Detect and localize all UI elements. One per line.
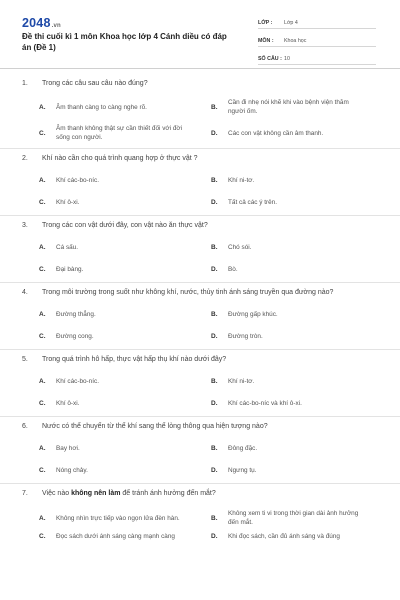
option-row [22, 370, 380, 392]
meta-value: Khoa học [284, 38, 307, 44]
question-header [22, 155, 380, 169]
option-letter: B. [211, 243, 218, 251]
brand-logo[interactable] [22, 16, 61, 30]
option-b[interactable] [194, 94, 366, 120]
option-row [22, 120, 380, 146]
option-c[interactable] [22, 532, 194, 541]
question-2 [0, 149, 400, 216]
option-letter: D. [211, 332, 218, 340]
page-title: Đề thi cuối kì 1 môn Khoa học lớp 4 Cánh diều có đáp án (Đề 1) [22, 32, 227, 52]
option-row [22, 392, 380, 414]
option-letter: B. [211, 103, 218, 111]
option-text: Không nhìn trực tiếp vào ngọn lửa đèn hàn. [56, 514, 180, 522]
meta-value: 10 [284, 56, 290, 62]
option-letter: C. [39, 265, 46, 273]
option-letter: B. [211, 514, 218, 522]
option-letter: A. [39, 310, 46, 318]
option-letter: C. [39, 198, 46, 206]
option-letter: B. [211, 310, 218, 318]
meta-value: Lớp 4 [284, 20, 298, 26]
option-text: Bay hơi. [56, 444, 80, 452]
meta-row-subject [258, 31, 376, 47]
question-text: Nước có thể chuyển từ thể khí sang thể lỏng thông qua hiện tượng nào? [42, 423, 268, 430]
option-text: Các con vật không cần âm thanh. [228, 129, 324, 137]
option-letter: A. [39, 176, 46, 184]
option-d[interactable] [194, 120, 366, 146]
question-header [22, 356, 380, 370]
option-a[interactable] [22, 504, 194, 532]
option-text: Khí các-bo-níc. [56, 377, 99, 385]
question-header [22, 80, 380, 94]
question-text: Trong các con vật dưới đây, con vật nào ăn thực vật? [42, 222, 208, 229]
option-text: Khí các-bo-níc và khí ô-xi. [228, 399, 302, 407]
option-c[interactable] [22, 459, 194, 481]
question-number: 7. [22, 490, 28, 497]
option-letter: D. [211, 466, 218, 474]
header [0, 0, 400, 64]
option-row [22, 191, 380, 213]
option-text: Đường tròn. [228, 332, 263, 340]
option-text: Bò. [228, 265, 238, 273]
option-letter: A. [39, 103, 46, 111]
option-b[interactable] [194, 437, 366, 459]
option-letter: C. [39, 399, 46, 407]
option-a[interactable] [22, 437, 194, 459]
brand-name: 2048 [22, 16, 51, 30]
option-text: Cần đi nhẹ nói khẽ khi vào bệnh viện thăm người ốm. [228, 99, 349, 115]
option-row [22, 258, 380, 280]
option-letter: C. [39, 129, 46, 137]
question-number: 6. [22, 423, 28, 430]
option-b[interactable] [194, 303, 366, 325]
question-4 [0, 283, 400, 350]
brand-suffix: .vn [51, 23, 61, 29]
option-d[interactable] [194, 459, 366, 481]
meta-row-count [258, 49, 376, 65]
header-divider [0, 68, 400, 69]
question-text: Trong môi trường trong suốt như không khí, nước, thủy tinh ánh sáng truyền qua đường nào? [42, 289, 334, 296]
question-1 [0, 74, 400, 149]
option-b[interactable] [194, 169, 366, 191]
option-c[interactable] [22, 120, 194, 146]
option-a[interactable] [22, 169, 194, 191]
option-d[interactable] [194, 392, 366, 414]
option-text: Không xem ti vi trong thời gian dài ảnh hưởng đến mắt. [228, 510, 359, 526]
option-text: Nóng chảy. [56, 466, 88, 474]
option-text: Cá sấu. [56, 243, 79, 251]
option-letter: A. [39, 444, 46, 452]
meta-label: SỐ CÂU : [258, 56, 282, 62]
option-d[interactable] [194, 532, 366, 541]
question-5 [0, 350, 400, 417]
option-text: Đọc sách dưới ánh sáng càng mạnh càng [56, 533, 175, 540]
question-text: Trong các câu sau câu nào đúng? [42, 80, 148, 87]
option-letter: B. [211, 176, 218, 184]
question-header [22, 490, 380, 504]
question-text: Khí nào cần cho quá trình quang hợp ở thực vật ? [42, 155, 198, 162]
question-text-emphasis: không nên làm [71, 490, 121, 497]
option-letter: D. [211, 533, 218, 540]
option-c[interactable] [22, 258, 194, 280]
option-text: Chó sói. [228, 243, 252, 251]
option-text: Đường thẳng. [56, 310, 96, 318]
question-7 [0, 484, 400, 554]
question-6 [0, 417, 400, 484]
option-d[interactable] [194, 191, 366, 213]
question-text-before: Việc nào [42, 490, 72, 497]
question-number: 4. [22, 289, 28, 296]
option-letter: C. [39, 466, 46, 474]
option-a[interactable] [22, 303, 194, 325]
meta-label: MÔN : [258, 38, 274, 44]
option-row [22, 459, 380, 481]
option-text: Khi đọc sách, cần đủ ánh sáng và đúng [228, 533, 340, 540]
option-letter: A. [39, 243, 46, 251]
option-b[interactable] [194, 236, 366, 258]
question-number: 5. [22, 356, 28, 363]
option-a[interactable] [22, 236, 194, 258]
question-number: 2. [22, 155, 28, 162]
option-row [22, 94, 380, 120]
option-b[interactable] [194, 370, 366, 392]
option-letter: D. [211, 198, 218, 206]
option-row [22, 303, 380, 325]
option-text: Khí ô-xi. [56, 399, 80, 407]
option-letter: B. [211, 444, 218, 452]
option-text: Khí các-bo-níc. [56, 176, 99, 184]
option-text: Khí ni-tơ. [228, 176, 255, 184]
option-letter: B. [211, 377, 218, 385]
option-a[interactable] [22, 370, 194, 392]
option-letter: C. [39, 533, 46, 540]
option-row [22, 532, 380, 552]
question-header [22, 423, 380, 437]
question-3 [0, 216, 400, 283]
option-row [22, 504, 380, 532]
option-text: Tất cả các ý trên. [228, 198, 278, 206]
question-text [42, 490, 380, 497]
option-letter: D. [211, 265, 218, 273]
option-text: Âm thanh càng to càng nghe rõ. [56, 103, 147, 111]
question-header [22, 222, 380, 236]
option-a[interactable] [22, 94, 194, 120]
option-text: Khí ni-tơ. [228, 377, 255, 385]
option-text: Đông đặc. [228, 444, 258, 452]
option-text: Đường gấp khúc. [228, 310, 278, 318]
question-text: Trong quá trình hô hấp, thực vật hấp thụ khí nào dưới đây? [42, 356, 227, 363]
meta-label: LỚP : [258, 20, 273, 26]
option-letter: C. [39, 332, 46, 340]
question-list [0, 74, 400, 554]
option-d[interactable] [194, 325, 366, 347]
question-header [22, 289, 380, 303]
exam-meta [258, 13, 376, 67]
question-number: 3. [22, 222, 28, 229]
option-d[interactable] [194, 258, 366, 280]
option-letter: A. [39, 514, 46, 522]
option-b[interactable] [194, 504, 366, 532]
option-row [22, 236, 380, 258]
option-c[interactable] [22, 191, 194, 213]
option-letter: D. [211, 399, 218, 407]
option-c[interactable] [22, 325, 194, 347]
option-row [22, 169, 380, 191]
option-letter: A. [39, 377, 46, 385]
option-c[interactable] [22, 392, 194, 414]
option-text: Đại bàng. [56, 265, 84, 273]
option-text: Ngưng tụ. [228, 466, 257, 474]
question-number: 1. [22, 80, 28, 87]
question-text-after: để tránh ánh hưởng đến mắt? [120, 490, 216, 497]
option-letter: D. [211, 129, 218, 137]
option-text: Khí ô-xi. [56, 198, 80, 206]
meta-row-class [258, 13, 376, 29]
option-row [22, 437, 380, 459]
option-row [22, 325, 380, 347]
option-text: Đường cong. [56, 332, 94, 340]
option-text: Âm thanh không thật sự cần thiết đối với đời sống con người. [56, 125, 182, 141]
